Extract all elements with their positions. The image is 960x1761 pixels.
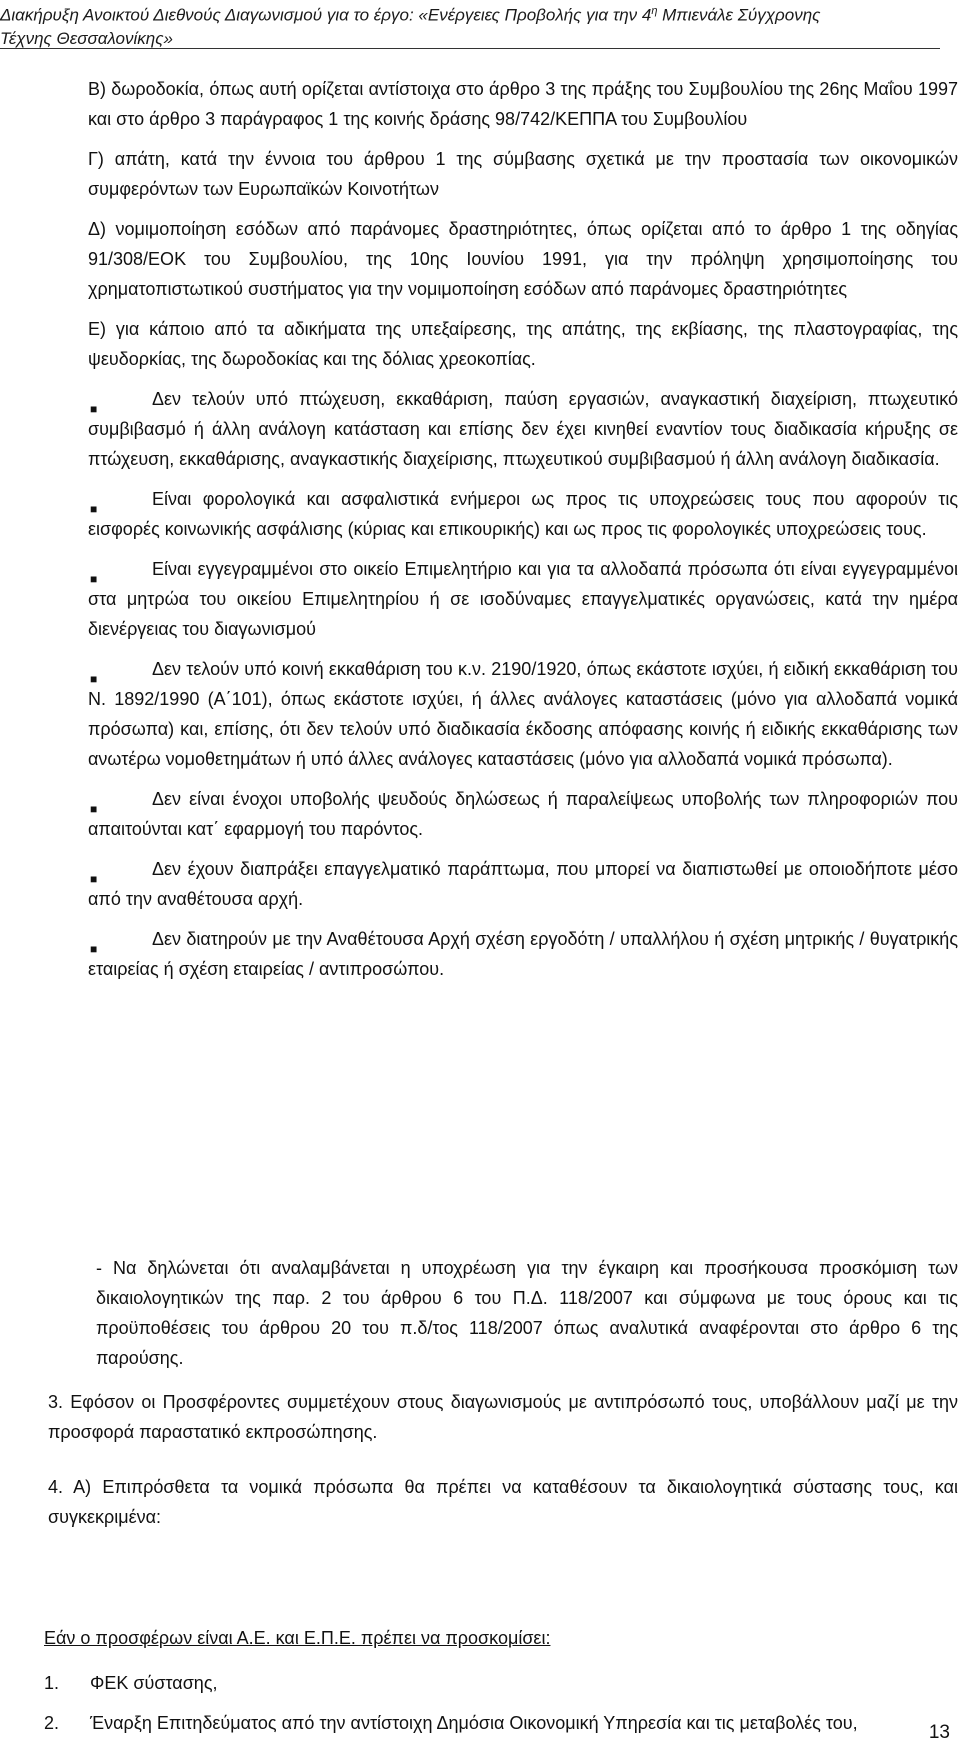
list-item xyxy=(44,1668,958,1698)
page-number: 13 xyxy=(928,1722,950,1743)
subheading: Εάν ο προσφέρων είναι Α.Ε. και Ε.Π.Ε. πρέπει να προσκομίσει: xyxy=(44,1628,551,1648)
section-4: 4. Α) Επιπρόσθετα τα νομικά πρόσωπα θα πρέπει να καταθέσουν τα δικαιολογητικά σύστασης τους, και συγκεκριμένα: xyxy=(48,1477,958,1527)
list-text: ΦΕΚ σύστασης, xyxy=(90,1673,218,1693)
offense-item-e: Ε) για κάποιο από τα αδικήματα της υπεξαίρεσης, της απάτης, της εκβίασης, της πλαστογραφίας, της ψευδορκίας, της δωροδοκίας και της δόλιας χρεοκοπίας. xyxy=(88,319,958,369)
list-item xyxy=(44,1708,958,1738)
main-content xyxy=(88,74,958,994)
square-bullet-icon: ■ xyxy=(90,672,98,686)
list-number: 1. xyxy=(44,1673,60,1693)
bullet-item: ■ Δεν τελούν υπό πτώχευση, εκκαθάριση, παύση εργασιών, αναγκαστική διαχείριση, πτωχευτικό συμβιβασμό ή άλλη ανάλογη κατάσταση και επίσης δεν έχει κινηθεί εναντίον τους διαδικασία κήρυξης σε πτώχευση, εκκαθάρισης, αναγκαστικής διαχείρισης, πτωχευτικού συμβιβασμού ή άλλη ανάλογη διαδικασία. xyxy=(88,389,958,469)
bullet-item: ■ Δεν είναι ένοχοι υποβολής ψευδούς δηλώσεως ή παραλείψεως υποβολής των πληροφοριών που απαιτούνται κατ΄ εφαρμογή του παρόντος. xyxy=(88,789,958,839)
header-line-2: Τέχνης Θεσσαλονίκης» xyxy=(0,28,173,48)
header-line-1: Διακήρυξη Ανοικτού Διεθνούς Διαγωνισμού για το έργο: «Ενέργειες Προβολής για την $4^\eta$ Μπιενάλε Σύγχρονης xyxy=(0,5,821,25)
offense-item-c: Γ) απάτη, κατά την έννοια του άρθρου 1 της σύμβασης σχετικά με την προστασία των οικονομικών συμφερόντων των Ευρωπαϊκών Κοινοτήτων xyxy=(88,149,958,199)
list-number: 2. xyxy=(44,1713,60,1733)
declaration-note: - Να δηλώνεται ότι αναλαμβάνεται η υποχρέωση για την έγκαιρη και προσήκουσα προσκόμιση των δικαιολογητικών της παρ. 2 του άρθρου 6 του Π.Δ. 118/2007 και σύμφωνα με τους όρους και τις προϋποθέσεις του άρθρου 20 του π.δ/τος 118/2007 όπως αναλυτικά αναφέρονται στο άρθρο 6 της παρούσης. xyxy=(96,1258,958,1368)
square-bullet-icon: ■ xyxy=(90,872,98,886)
header-divider xyxy=(0,48,940,49)
document-header xyxy=(0,0,940,50)
square-bullet-icon: ■ xyxy=(90,942,98,956)
list-text: Έναρξη Επιτηδεύματος από την αντίστοιχη Δημόσια Οικονομική Υπηρεσία και τις μεταβολές του, xyxy=(90,1713,858,1733)
bullet-item: ■ Δεν διατηρούν με την Αναθέτουσα Αρχή σχέση εργοδότη / υπαλλήλου ή σχέση μητρικής / θυγατρικής εταιρείας ή σχέση εταιρείας / αντιπροσώπου. xyxy=(88,929,958,979)
square-bullet-icon: ■ xyxy=(90,572,98,586)
offense-item-b: Β) δωροδοκία, όπως αυτή ορίζεται αντίστοιχα στο άρθρο 3 της πράξης του Συμβουλίου της 26ης Μαΐου 1997 και στο άρθρο 3 παράγραφος 1 της κοινής δράσης 98/742/ΚΕΠΠΑ του Συμβουλίου xyxy=(88,79,958,129)
section-3: 3. Εφόσον οι Προσφέροντες συμμετέχουν στους διαγωνισμούς με αντιπρόσωπό τους, υποβάλλουν μαζί με την προσφορά παραστατικό εκπροσώπησης. xyxy=(48,1392,958,1442)
bullet-item: ■ Δεν έχουν διαπράξει επαγγελματικό παράπτωμα, που μπορεί να διαπιστωθεί με οποιοδήποτε μέσο από την αναθέτουσα αρχή. xyxy=(88,859,958,909)
offense-item-d: Δ) νομιμοποίηση εσόδων από παράνομες δραστηριότητες, όπως ορίζεται από το άρθρο 1 της οδηγίας 91/308/ΕΟΚ του Συμβουλίου, της 10ης Ιουνίου 1991, για την πρόληψη χρησιμοποίησης του χρηματοπιστωτικού συστήματος για την νομιμοποίηση εσόδων από παράνομες δραστηριότητες xyxy=(88,219,958,299)
bullet-item: ■ Είναι εγγεγραμμένοι στο οικείο Επιμελητήριο και για τα αλλοδαπά πρόσωπα ότι είναι εγγεγραμμένοι στα μητρώα του οικείου Επιμελητηρίου ή σε ισοδύναμες επαγγελματικές οργανώσεις, κατά την ημέρα διενέργειας του διαγωνισμού xyxy=(88,559,958,639)
square-bullet-icon: ■ xyxy=(90,502,98,516)
bullet-item: ■ Δεν τελούν υπό κοινή εκκαθάριση του κ.ν. 2190/1920, όπως εκάστοτε ισχύει, ή ειδική εκκαθάριση του Ν. 1892/1990 (Α΄101), όπως εκάστοτε ισχύει, ή άλλες ανάλογες καταστάσεις (μόνο για αλλοδαπά νομικά πρόσωπα) και, επίσης, ότι δεν τελούν υπό διαδικασία έκδοσης απόφασης κοινής ή ειδικής εκκαθάρισης των ανωτέρω νομοθετημάτων ή υπό άλλες ανάλογες καταστάσεις (μόνο για αλλοδαπά νομικά πρόσωπα). xyxy=(88,659,958,769)
bullet-item: ■ Είναι φορολογικά και ασφαλιστικά ενήμεροι ως προς τις υποχρεώσεις τους που αφορούν τις εισφορές κοινωνικής ασφάλισης (κύριας και επικουρικής) και ως προς τις φορολογικές υποχρεώσεις τους. xyxy=(88,489,958,539)
square-bullet-icon: ■ xyxy=(90,802,98,816)
square-bullet-icon: ■ xyxy=(90,402,98,416)
